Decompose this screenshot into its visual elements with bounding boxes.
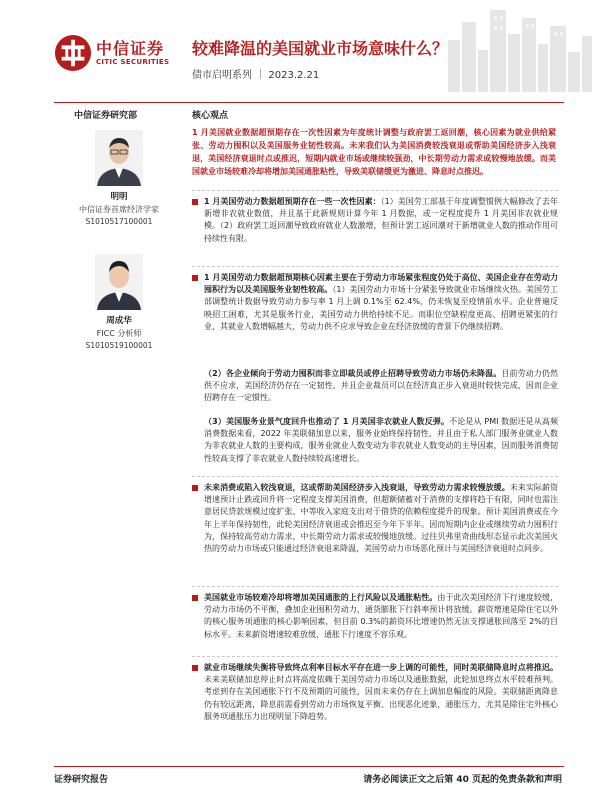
point-body: 不论是从 PMI 数据还是从高频消费数据来看，2022 年美联储加息以来，服务业始终保持韧性，并且由于私人部门服务业就业人数为非农就业人数的主要构成，服务业就业人数变动为非农就业人数变动的主导因素，因而服务消费韧性较高支撑了非农就业人数持续较高速增长。 — [204, 417, 559, 463]
avatar-icon — [95, 254, 143, 310]
analyst-card — [54, 130, 184, 226]
series-name: 债市启明系列 — [192, 70, 252, 81]
point-lead: （3）美国服务业景气度回升也推动了 1 月美国非农就业人数反弹。 — [204, 417, 450, 426]
point-paragraph — [192, 272, 558, 333]
report-title: 较难降温的美国就业市场意味什么？ — [192, 39, 449, 58]
research-dept-heading: 中信证券研究部 — [74, 111, 138, 121]
analyst-name: 周成华 — [106, 316, 132, 326]
section-divider — [192, 656, 558, 657]
point-body: （1）美国劳动力市场十分紧张导致就业市场继续火热。美国劳工部调整统计数据导致劳动力参与率 1 月上调 0.1%至 62.4%，仍未恢复至疫情前水平。企业普遍反映招工困难，尤其是服务行业，美国劳动力供给持续不足。而职位空缺程度更高、招聘更紧张的行业，其就业人数增幅越大，劳动力供不应求导致企业在经济放缓的背景下仍继续招聘。 — [204, 285, 558, 331]
analyst-title: 中信证券首席经济学家 — [79, 205, 159, 214]
bullet-square-icon — [192, 485, 198, 491]
point-lead: 未来消费或陷入较浅衰退，这或帮助美国经济步入浅衰退，导致劳动力需求较慢放缓。 — [204, 483, 510, 492]
section-divider — [192, 266, 558, 267]
point-paragraph — [192, 592, 558, 641]
core-view-heading: 核心观点 — [192, 111, 229, 121]
point-body: （1）美国劳工部基于年度调整惯例大幅修改了去年新增非农就业数值，并且基于此新规则计算今年 1 月数据，或一定程度提升 1 月美国非农就业规模。（2）政府罢工返回潮导致政府就业人数激增，但预计罢工返回潮对于新增就业人数的推动作用可持续性有限。 — [204, 197, 558, 243]
logo-text-en: CITIC SECURITIES — [96, 58, 170, 66]
point-paragraph — [192, 368, 558, 405]
footer-divider — [54, 766, 564, 767]
point-paragraph — [192, 416, 558, 465]
report-subtitle — [192, 66, 319, 81]
point-body: 目前劳动力仍然供不应求，美国经济仍存在一定韧性，并且企业裁员可以在经济真正步入衰退时较快完成，因而企业招聘存在一定惯性。 — [204, 369, 558, 403]
point-body: 未来实际薪资增速预计止跌或回升将一定程度支撑美国消费，但超额储蓄对于消费的支撑将趋于有限，同时也需注意居民贷款规模过度扩张、中等收入家庭支出对于借贷的依赖程度提升的现象。预计美国消费或在今年上半年保持韧性，此轮美国经济衰退或会推迟至今年下半年。因而短期内企业或继续劳动力囤积行为，保持较高劳动力需求，中长期劳动力需求或较慢地放缓。过往贝弗里奇曲线形态显示此次美国火热的劳动力市场或只能通过经济衰退来降温，美国劳动力市场恶化预计与美国经济衰退时点同步。 — [204, 483, 558, 554]
footer-report-type: 证券研究报告 — [54, 775, 109, 785]
page-header — [0, 0, 600, 92]
footer-disclaimer: 请务必阅读正文之后第 40 页起的免责条款和声明 — [363, 775, 562, 785]
logo-text-cn: 中信证券 — [96, 39, 165, 58]
analyst-id: S1010519100001 — [85, 341, 153, 350]
section-divider — [192, 190, 558, 191]
analyst-title: FICC 分析师 — [96, 329, 142, 338]
point-body: 未来美联储加息停止时点将高度依赖于美国劳动力市场以及通胀数据，此轮加息终点水平较难预判。考虑到存在美国通胀下行不及预期的可能性，因而未来仍存在上调加息幅度的风险。美联储距离降息仍有较远距离，降息前需看到劳动力市场恢复平衡、出现恶化迹象，通胀压力，尤其是除住宅外核心服务项通胀压力出现明显下降趋势。 — [204, 675, 558, 721]
citic-logo-icon — [54, 34, 92, 72]
section-divider — [192, 586, 558, 587]
point-lead: （2）各企业倾向于劳动力囤积而非立即裁员或停止招聘导致劳动力市场仍未降温。 — [204, 369, 502, 378]
bullet-square-icon — [192, 665, 198, 671]
bullet-square-icon — [192, 595, 198, 601]
skyline-icon — [442, 0, 592, 92]
point-body: 由于此次美国经济下行速度较缓，劳动力市场仍不平衡，叠加企业囤积劳动力，通货膨胀下行斜率预计将放缓。薪资增速是除住宅以外的核心服务项通胀的核心影响因素，但目前 0.3%的薪资环比增速仍然无法支撑通胀回落至 2%的目标水平。未来薪资增速较难放缓，通胀下行速度不容乐观。 — [204, 593, 559, 639]
point-paragraph — [192, 196, 558, 245]
analyst-name: 明明 — [110, 192, 128, 202]
analyst-card — [54, 254, 184, 350]
section-divider — [192, 476, 558, 477]
point-lead: 就业市场继续失衡将导致终点利率目标水平存在进一步上调的可能性，同时美联储降息时点将推迟。 — [204, 663, 558, 672]
header-divider — [54, 102, 564, 103]
point-paragraph — [192, 662, 558, 723]
subtitle-divider: ｜ — [255, 70, 266, 81]
core-view-summary: 1 月美国就业数据超预期存在一次性因素为年度统计调整与政府罢工返回潮，核心因素为就业供给紧张、劳动力囤积以及美国服务业韧性较高。未来我们认为美国消费较浅衰退或帮助美国经济步入浅衰退，美国经济衰退时点或推迟，短期内就业市场或继续较强劲，中长期劳动力需求或较慢地放缓。而美国就业市场较难冷却将增加美国通胀粘性，导致美联储缓更为激进、降息时点推迟。 — [192, 128, 556, 176]
point-lead: 美国就业市场较难冷却将增加美国通胀的上行风险以及通胀粘性。 — [204, 593, 438, 602]
bullet-square-icon — [192, 199, 198, 205]
bullet-square-icon — [192, 275, 198, 281]
point-lead: 1 月美国劳动力数据超预期存在一些一次性因素： — [204, 197, 381, 206]
point-lead: 1 月美国劳动力数据超预期核心因素主要在于劳动力市场紧张程度仍处于高位、美国企业存在劳动力囤积行为以及美国服务业韧性较高。 — [204, 273, 558, 295]
analyst-id: S1010517100001 — [85, 217, 153, 226]
point-paragraph — [192, 482, 558, 555]
report-date: 2023.2.21 — [268, 70, 320, 81]
avatar-icon — [95, 130, 143, 186]
